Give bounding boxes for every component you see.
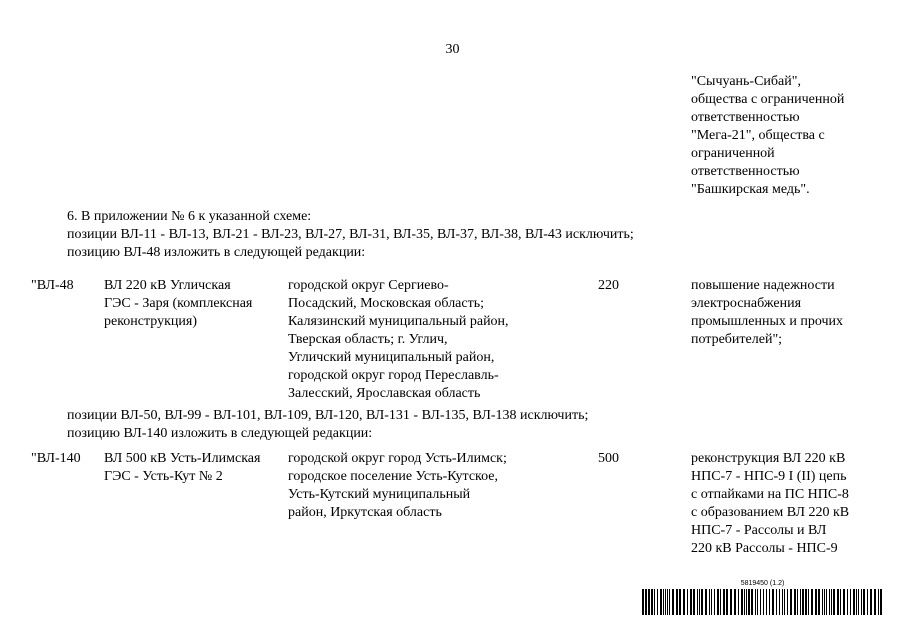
row-purpose-line: реконструкция ВЛ 220 кВ — [691, 451, 846, 466]
row-purpose-line: промышленных и прочих — [691, 314, 844, 329]
row-purpose-line: с образованием ВЛ 220 кВ — [691, 505, 850, 520]
row-purpose-line: 220 кВ Рассолы - НПС-9 — [691, 541, 838, 556]
row-location-line: городское поселение Усть-Кутское, — [288, 469, 499, 484]
row-location-line: Калязинский муниципальный район, — [288, 314, 509, 329]
row-location-line: городской округ город Усть-Илимск; — [288, 451, 507, 466]
row-voltage: 220 — [598, 278, 619, 293]
row-name-line: реконструкция) — [104, 314, 198, 329]
header-line: "Мега-21", общества с — [691, 128, 825, 143]
row-purpose-line: НПС-7 - НПС-9 I (II) цепь — [691, 469, 847, 484]
instruction-exclude-1: позиции ВЛ-11 - ВЛ-13, ВЛ-21 - ВЛ-23, ВЛ-27, ВЛ-31, ВЛ-35, ВЛ-37, ВЛ-38, ВЛ-43 исключить; — [67, 227, 634, 242]
section-heading: 6. В приложении № 6 к указанной схеме: — [67, 209, 312, 224]
header-line: ответственностью — [691, 164, 800, 179]
row-location-line: Посадский, Московская область; — [288, 296, 484, 311]
header-line: ответственностью — [691, 110, 800, 125]
header-line: общества с ограниченной — [691, 92, 845, 107]
row-location-line: район, Иркутская область — [288, 505, 442, 520]
header-line: "Сычуань-Сибай", — [691, 74, 801, 89]
row-purpose-line: потребителей"; — [691, 332, 783, 347]
row-name — [104, 450, 260, 486]
row-purpose-line: электроснабжения — [691, 296, 802, 311]
row-location-line: городской округ Сергиево- — [288, 278, 449, 293]
row-purpose — [691, 450, 849, 558]
row-code: "ВЛ-140 — [31, 451, 81, 466]
row-purpose-line: повышение надежности — [691, 278, 835, 293]
page-number: 30 — [445, 42, 460, 57]
barcode-image — [640, 589, 885, 615]
row-name — [104, 277, 252, 331]
row-name-line: ГЭС - Усть-Кут № 2 — [104, 469, 223, 484]
row-location-line: городской округ город Переславль- — [288, 368, 499, 383]
instruction-restate-vl48: позицию ВЛ-48 изложить в следующей редакции: — [67, 245, 366, 260]
row-location-line: Тверская область; г. Углич, — [288, 332, 448, 347]
row-location-line: Угличский муниципальный район, — [288, 350, 495, 365]
row-code: "ВЛ-48 — [31, 278, 74, 293]
row-location — [288, 450, 507, 522]
row-purpose-line: с отпайками на ПС НПС-8 — [691, 487, 849, 502]
instruction-exclude-2: позиции ВЛ-50, ВЛ-99 - ВЛ-101, ВЛ-109, ВЛ-120, ВЛ-131 - ВЛ-135, ВЛ-138 исключить; — [67, 408, 589, 423]
row-purpose-line: НПС-7 - Рассолы и ВЛ — [691, 523, 827, 538]
document-barcode — [640, 580, 885, 615]
header-line: "Башкирская медь". — [691, 182, 810, 197]
header-line: ограниченной — [691, 146, 775, 161]
instruction-restate-vl140: позицию ВЛ-140 изложить в следующей редакции: — [67, 426, 373, 441]
row-voltage: 500 — [598, 451, 619, 466]
row-location-line: Усть-Кутский муниципальный — [288, 487, 471, 502]
header-continuation — [691, 73, 844, 199]
row-name-line: ВЛ 220 кВ Угличская — [104, 278, 231, 293]
row-purpose — [691, 277, 843, 349]
barcode-caption: 5819450 (1.2) — [740, 580, 785, 587]
row-location-line: Залесский, Ярославская область — [288, 386, 481, 401]
row-location — [288, 277, 509, 403]
row-name-line: ГЭС - Заря (комплексная — [104, 296, 253, 311]
row-name-line: ВЛ 500 кВ Усть-Илимская — [104, 451, 261, 466]
